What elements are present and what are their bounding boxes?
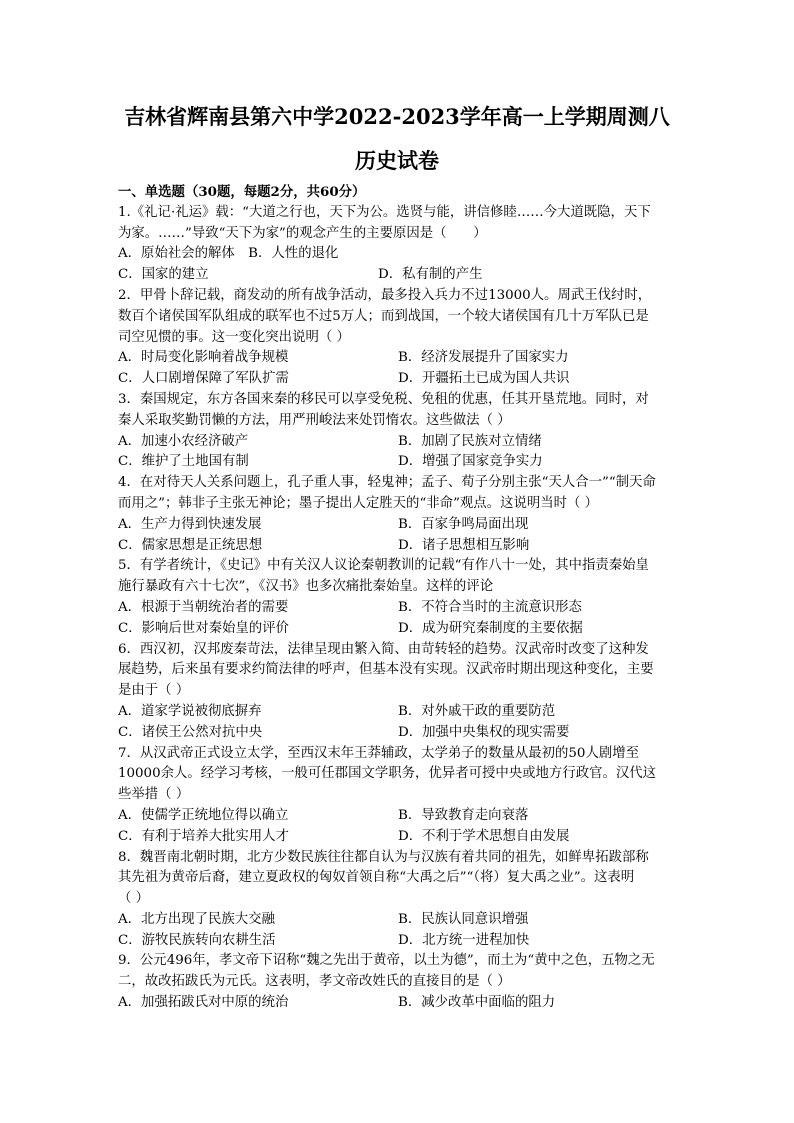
answer-option: C．人口剧增保障了军队扩需 (118, 371, 289, 387)
question-stem-line: （ ） (118, 891, 150, 907)
question-stem-line: 5．有学者统计，《史记》中有关汉人议论秦朝教训的记载“有作八十一处，其中指责秦始皇 (118, 558, 649, 574)
question-stem-line: 二，故改拓跋氏为元氏。这表明，孝文帝改姓氏的直接目的是（ ） (118, 974, 511, 990)
answer-option: D．诸子思想相互影响 (398, 537, 530, 553)
section-heading: 一、单选题（30题，每题2分，共60分） (118, 184, 366, 200)
question-stem-line: 施行暴政有六十七次”，《汉书》也多次痛批秦始皇。这样的评论 (118, 579, 494, 595)
question-stem-line: 其先祖为黄帝后裔，建立夏政权的匈奴首领自称“大禹之后”“（将）复大禹之业”。这表明 (118, 870, 635, 886)
answer-options (118, 702, 676, 744)
answer-option: D．增强了国家竞争实力 (398, 454, 543, 470)
question-stem-line: 9．公元496年，孝文帝下诏称“魏之先出于黄帝，以土为德”，而土为“黄中之色，五物之无 (118, 953, 655, 969)
question-stem-line: 秦人采取奖勤罚懒的方法，用严刑峻法来处罚惰农。这些做法（ ） (118, 412, 511, 428)
question-stem-line: 司空见惯的事。这一变化突出说明（ ） (118, 329, 350, 345)
answer-option: D．私有制的产生 (378, 267, 483, 283)
answer-option (378, 244, 678, 265)
question-2 (118, 286, 676, 390)
answer-option: A．原始社会的解体 B．人性的退化 (118, 246, 339, 262)
answer-option: A．根源于当朝统治者的需要 (118, 599, 289, 615)
question-4 (118, 473, 676, 556)
answer-options (118, 244, 676, 286)
question-stem-line: 4．在对待天人关系问题上，孔子重人事，轻鬼神；孟子、荀子分别主张“天人合一”“制天命 (118, 475, 656, 491)
question-stem-line: 10000余人。经学习考核，一般可任郡国文学职务，优异者可授中央或地方行政官。汉代这 (118, 766, 657, 782)
answer-option: D．加强中央集权的现实需要 (398, 724, 570, 740)
answer-option: D．开疆拓土已成为国人共识 (398, 371, 570, 387)
exam-subtitle: 历史试卷 (355, 148, 439, 173)
answer-option: D．不利于学术思想自由发展 (398, 828, 570, 844)
question-6 (118, 640, 676, 744)
answer-option: B．加剧了民族对立情绪 (398, 433, 542, 449)
answer-option: C．有利于培养大批实用人才 (118, 828, 289, 844)
answer-option: C．影响后世对秦始皇的评价 (118, 620, 289, 636)
question-9 (118, 951, 676, 1013)
answer-option: B．减少改革中面临的阻力 (398, 995, 556, 1011)
question-stem-line: 6．西汉初，汉邦废秦苛法，法律呈现由繁入简、由苛转轻的趋势。汉武帝时改变了这种发 (118, 641, 649, 657)
answer-option: D．北方统一进程加快 (398, 932, 530, 948)
answer-option: B．对外戚干政的重要防范 (398, 703, 556, 719)
answer-options (118, 993, 676, 1014)
answer-options (118, 348, 676, 390)
question-list (118, 203, 676, 1014)
answer-option: B．导致教育走向衰落 (398, 807, 529, 823)
answer-option: A．使儒学正统地位得以确立 (118, 807, 289, 823)
answer-option: A．加速小农经济破产 (118, 433, 249, 449)
answer-option: B．民族认同意识增强 (398, 911, 529, 927)
question-stem-line: 为家。……”导致“天下为家”的观念产生的主要原因是（ ） (118, 225, 487, 241)
answer-options (118, 598, 676, 640)
answer-option: A．生产力得到快速发展 (118, 516, 262, 532)
question-stem-line: 是由于（ ） (118, 683, 190, 699)
answer-option: C．维护了土地国有制 (118, 454, 249, 470)
question-8 (118, 848, 676, 952)
answer-option: A．道家学说被彻底摒弃 (118, 703, 262, 719)
answer-option: C．诸侯王公然对抗中央 (118, 724, 263, 740)
answer-option: B．不符合当时的主流意识形态 (398, 599, 582, 615)
answer-option: C．儒家思想是正统思想 (118, 537, 263, 553)
answer-option: A．加强拓跋氏对中原的统治 (118, 995, 289, 1011)
question-7 (118, 744, 676, 848)
answer-options (118, 432, 676, 474)
question-stem-line: 些举措（ ） (118, 787, 190, 803)
answer-option: A．时局变化影响着战争规模 (118, 350, 289, 366)
question-stem-line: 数百个诸侯国军队组成的联军也不过5万人；而到战国，一个较大诸侯国有几十万军队已是 (118, 308, 649, 324)
answer-option: D．成为研究秦制度的主要依据 (398, 620, 583, 636)
answer-options (118, 910, 676, 952)
answer-option: A．北方出现了民族大交融 (118, 911, 275, 927)
answer-option: C．国家的建立 (118, 267, 209, 283)
exam-title: 吉林省辉南县第六中学2022-2023学年高一上学期周测八 (124, 104, 670, 129)
question-stem-line: 7．从汉武帝正式设立太学，至西汉末年王莽辅政，太学弟子的数量从最初的50人剧增至 (118, 745, 640, 761)
question-stem-line: 1.《礼记·礼运》载：“大道之行也，天下为公。选贤与能，讲信修睦……今大道既隐，天下 (118, 204, 651, 220)
question-stem-line: 而用之”；韩非子主张无神论；墨子提出人定胜天的“非命”观点。这说明当时（ ） (118, 495, 599, 511)
question-stem-line: 2．甲骨卜辞记载，商发动的所有战争活动，最多投入兵力不过13000人。周武王伐纣时， (118, 287, 652, 303)
answer-option: B．经济发展提升了国家实力 (398, 350, 569, 366)
question-1 (118, 203, 676, 286)
question-5 (118, 556, 676, 639)
answer-options (118, 515, 676, 557)
question-stem-line: 3．秦国规定，东方各国来秦的移民可以享受免税、免租的优惠，任其开垦荒地。同时，对 (118, 391, 649, 407)
answer-options (118, 806, 676, 848)
answer-option: C．游牧民族转向农耕生活 (118, 932, 276, 948)
question-stem-line: 8．魏晋南北朝时期，北方少数民族往往都自认为与汉族有着共同的祖先，如鲜卑拓跋部称 (118, 849, 649, 865)
question-stem-line: 展趋势，后来虽有要求约简法律的呼声，但基本没有实现。汉武帝时期出现这种变化，主要 (118, 662, 654, 678)
question-3 (118, 390, 676, 473)
answer-option: B．百家争鸣局面出现 (398, 516, 529, 532)
